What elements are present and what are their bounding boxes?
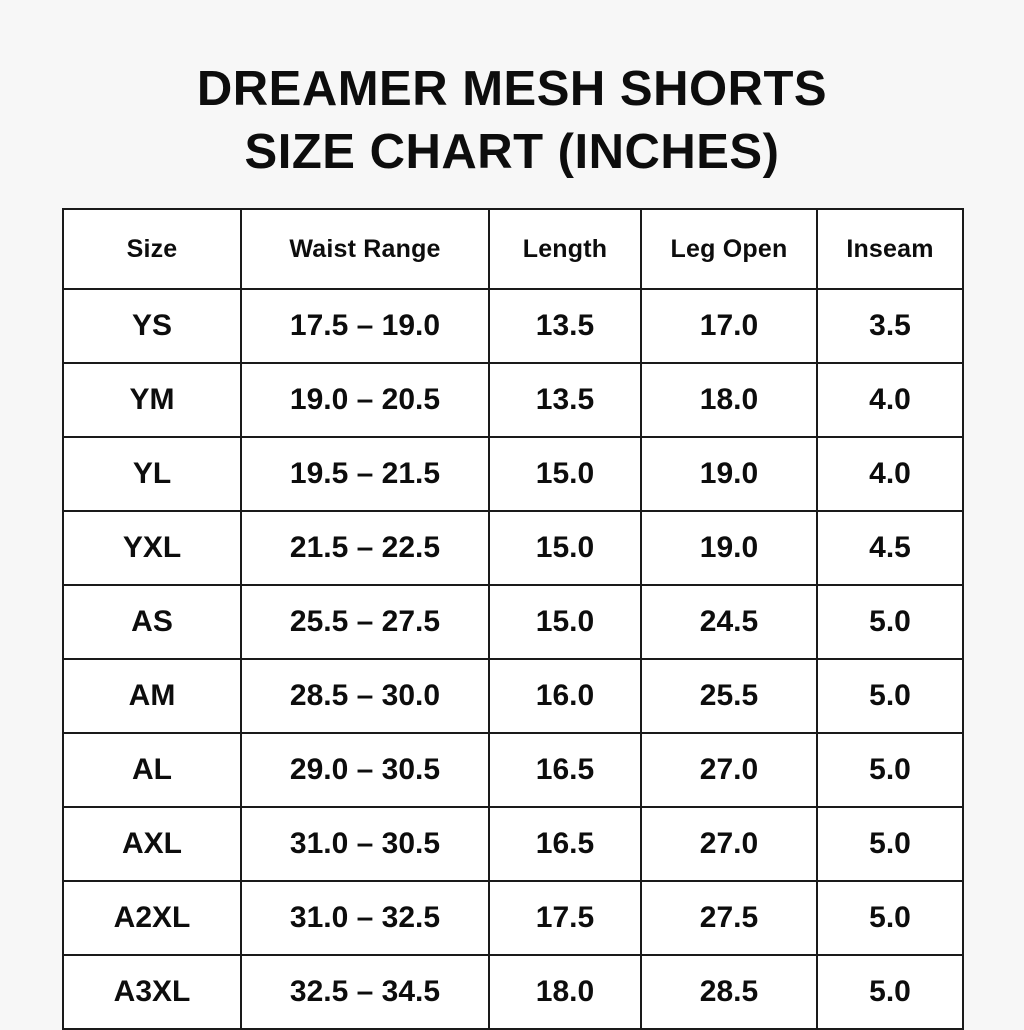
cell-length: 16.5	[489, 807, 641, 881]
table-row	[63, 511, 963, 585]
cell-leg-open: 24.5	[641, 585, 817, 659]
table-row	[63, 733, 963, 807]
cell-length: 17.5	[489, 881, 641, 955]
cell-leg-open: 27.0	[641, 807, 817, 881]
cell-leg-open: 27.5	[641, 881, 817, 955]
cell-inseam: 4.5	[817, 511, 963, 585]
cell-size: YXL	[63, 511, 241, 585]
page-title-line-2: SIZE CHART (INCHES)	[244, 124, 780, 179]
cell-length: 15.0	[489, 511, 641, 585]
cell-waist-range: 29.0 – 30.5	[241, 733, 489, 807]
column-header-inseam: Inseam	[817, 209, 963, 289]
cell-inseam: 4.0	[817, 363, 963, 437]
cell-waist-range: 31.0 – 32.5	[241, 881, 489, 955]
table-row	[63, 585, 963, 659]
cell-leg-open: 19.0	[641, 437, 817, 511]
cell-waist-range: 21.5 – 22.5	[241, 511, 489, 585]
cell-inseam: 5.0	[817, 659, 963, 733]
column-header-leg-open: Leg Open	[641, 209, 817, 289]
cell-size: A3XL	[63, 955, 241, 1029]
cell-length: 13.5	[489, 363, 641, 437]
size-chart-table-wrapper	[62, 208, 962, 1030]
table-row	[63, 807, 963, 881]
cell-inseam: 5.0	[817, 585, 963, 659]
cell-inseam: 5.0	[817, 807, 963, 881]
cell-leg-open: 28.5	[641, 955, 817, 1029]
cell-waist-range: 17.5 – 19.0	[241, 289, 489, 363]
cell-size: AL	[63, 733, 241, 807]
table-header	[63, 209, 963, 289]
table-row	[63, 659, 963, 733]
cell-length: 15.0	[489, 585, 641, 659]
page-title	[0, 0, 1024, 183]
column-header-size: Size	[63, 209, 241, 289]
cell-size: A2XL	[63, 881, 241, 955]
cell-size: AXL	[63, 807, 241, 881]
cell-size: YM	[63, 363, 241, 437]
size-chart-table	[62, 208, 964, 1030]
table-row	[63, 363, 963, 437]
cell-length: 16.5	[489, 733, 641, 807]
cell-leg-open: 17.0	[641, 289, 817, 363]
cell-waist-range: 28.5 – 30.0	[241, 659, 489, 733]
table-row	[63, 437, 963, 511]
cell-size: AM	[63, 659, 241, 733]
cell-leg-open: 25.5	[641, 659, 817, 733]
cell-waist-range: 25.5 – 27.5	[241, 585, 489, 659]
table-header-row	[63, 209, 963, 289]
cell-leg-open: 18.0	[641, 363, 817, 437]
cell-waist-range: 19.5 – 21.5	[241, 437, 489, 511]
cell-inseam: 4.0	[817, 437, 963, 511]
cell-leg-open: 27.0	[641, 733, 817, 807]
cell-inseam: 5.0	[817, 955, 963, 1029]
cell-waist-range: 32.5 – 34.5	[241, 955, 489, 1029]
cell-inseam: 5.0	[817, 881, 963, 955]
table-row	[63, 881, 963, 955]
cell-length: 18.0	[489, 955, 641, 1029]
column-header-length: Length	[489, 209, 641, 289]
cell-leg-open: 19.0	[641, 511, 817, 585]
cell-length: 13.5	[489, 289, 641, 363]
cell-length: 16.0	[489, 659, 641, 733]
table-row	[63, 289, 963, 363]
cell-size: YL	[63, 437, 241, 511]
cell-size: YS	[63, 289, 241, 363]
cell-waist-range: 31.0 – 30.5	[241, 807, 489, 881]
cell-waist-range: 19.0 – 20.5	[241, 363, 489, 437]
page-title-line-1: DREAMER MESH SHORTS	[196, 62, 828, 116]
cell-length: 15.0	[489, 437, 641, 511]
table-row	[63, 955, 963, 1029]
column-header-waist-range: Waist Range	[241, 209, 489, 289]
cell-inseam: 3.5	[817, 289, 963, 363]
cell-inseam: 5.0	[817, 733, 963, 807]
table-body	[63, 289, 963, 1029]
cell-size: AS	[63, 585, 241, 659]
